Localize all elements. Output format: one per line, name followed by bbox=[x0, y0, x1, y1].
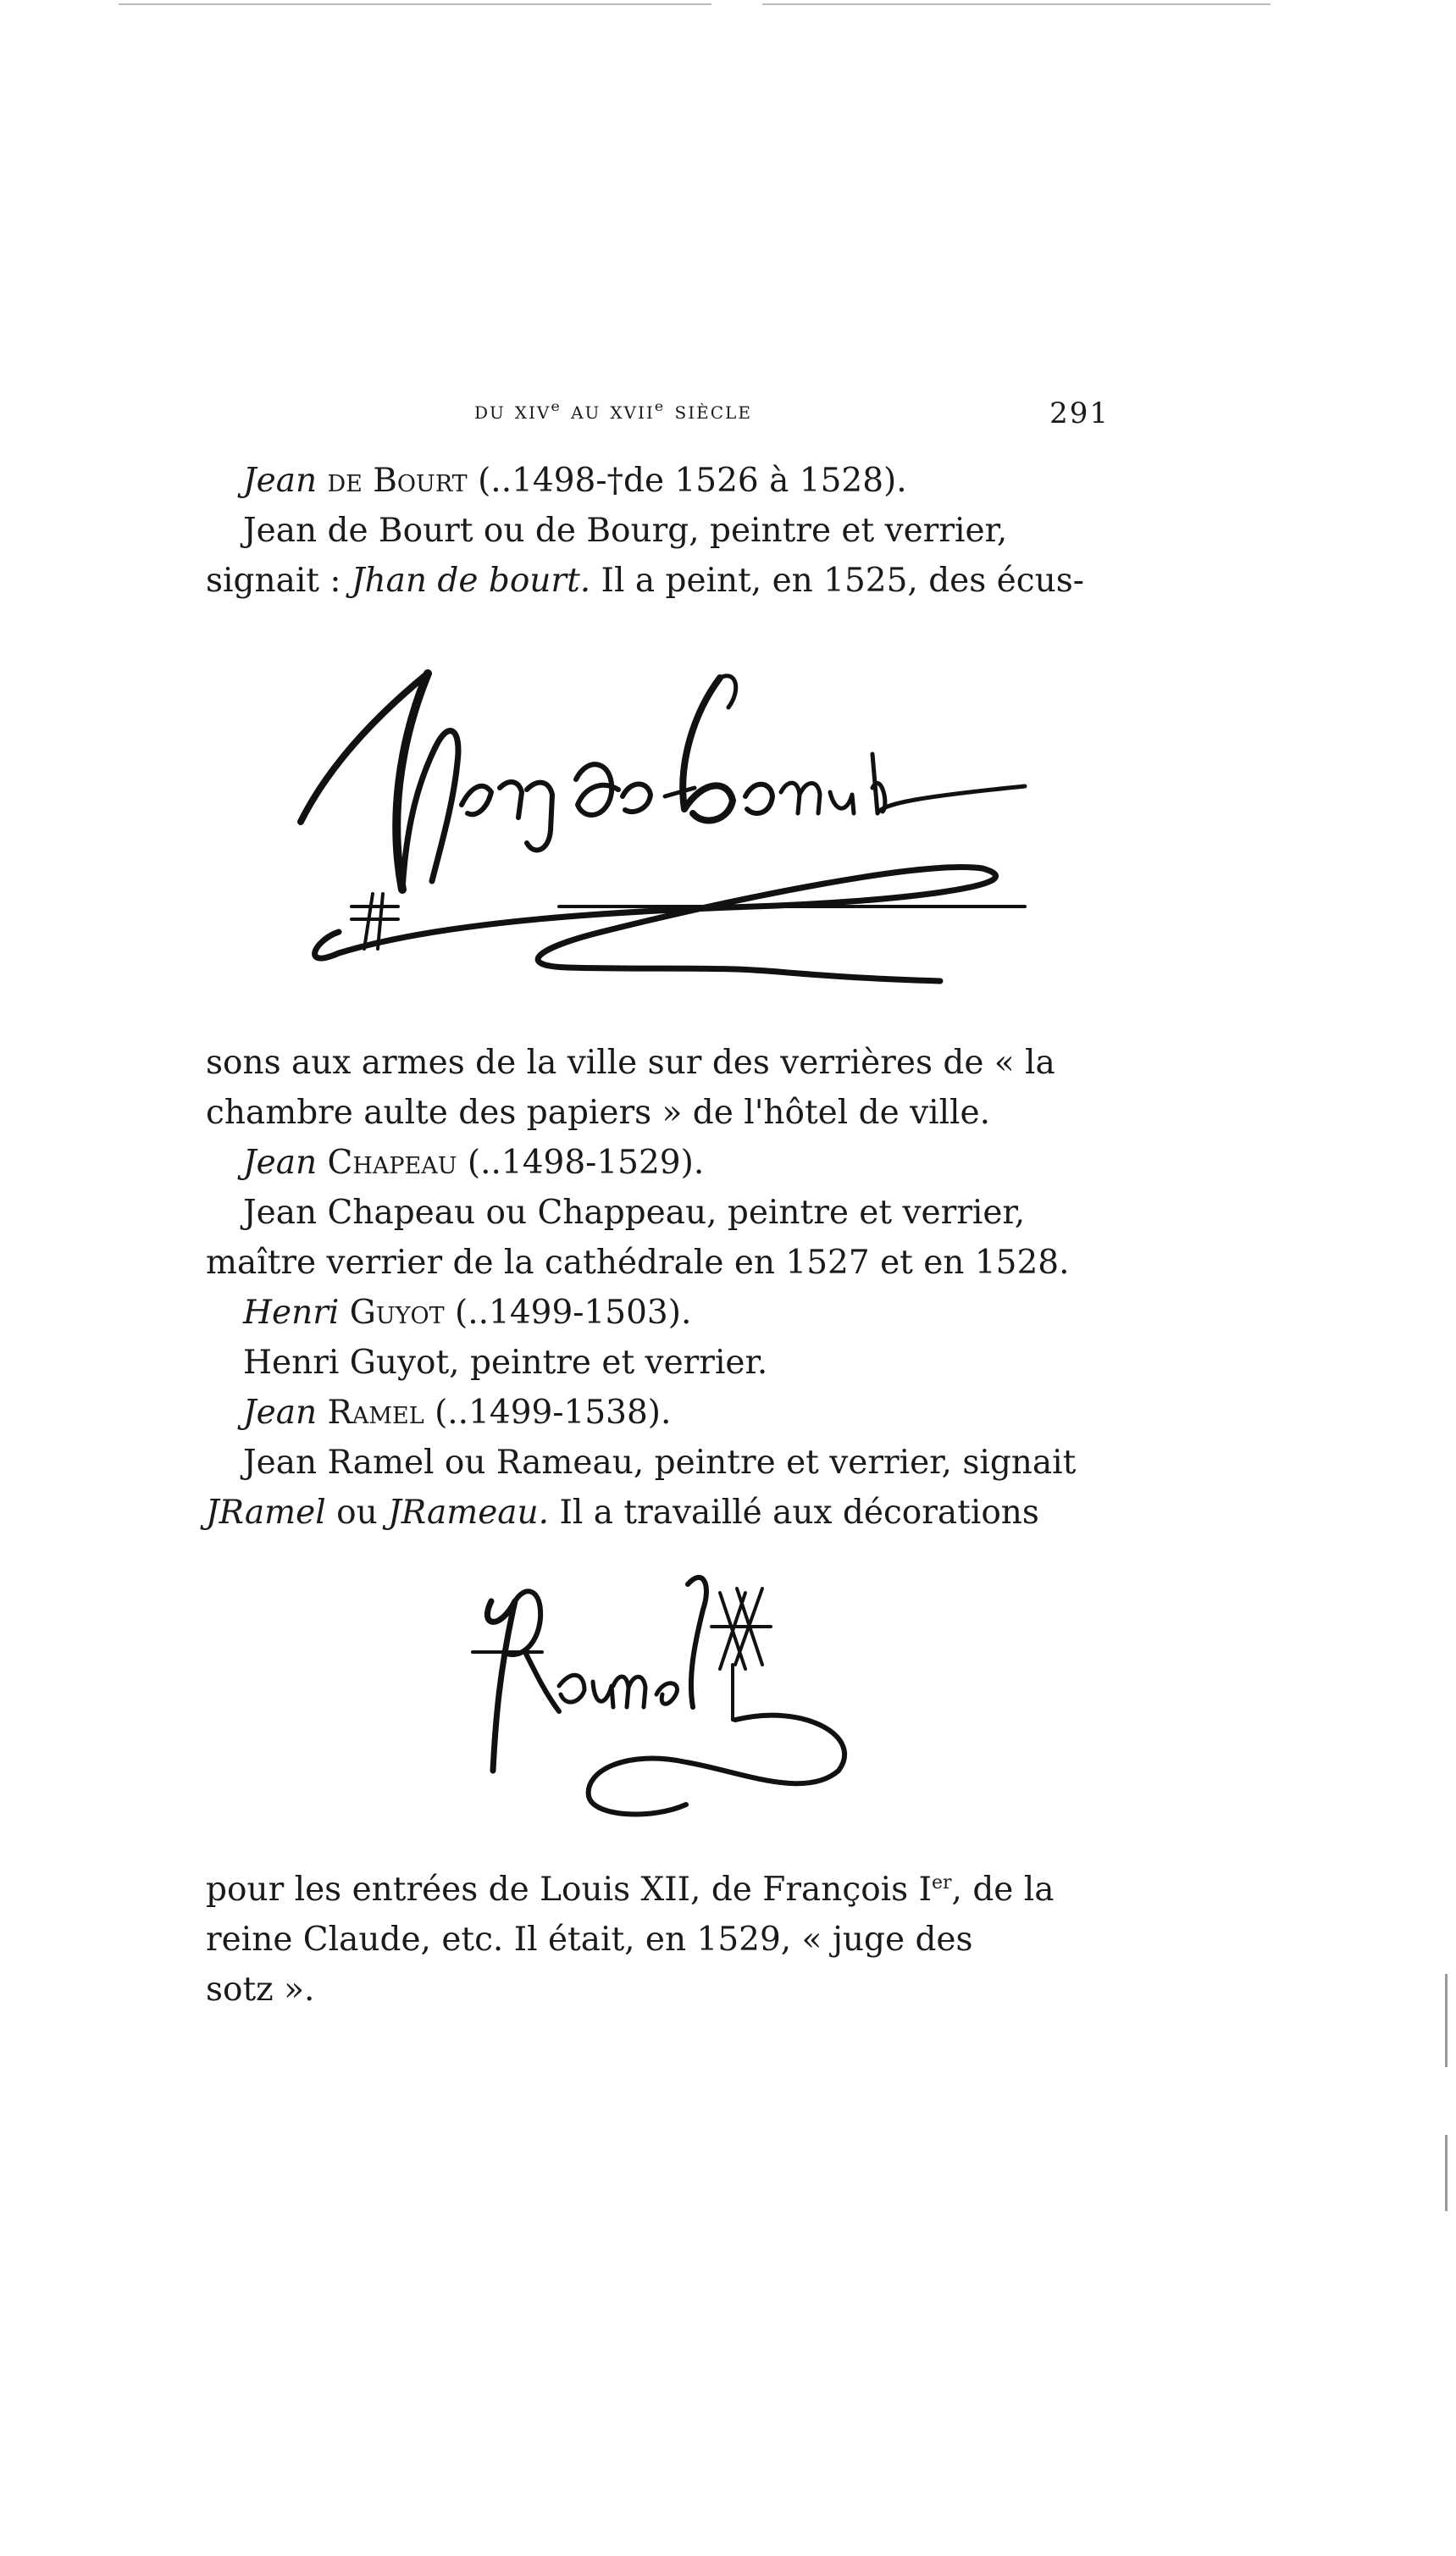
running-header bbox=[203, 396, 1110, 430]
entry-dates: (..1498-1529). bbox=[467, 1144, 705, 1182]
given-name: Jean bbox=[243, 1394, 318, 1432]
entry-text: pour les entrées de Louis XII, de François Ier, de la bbox=[206, 1871, 1055, 1909]
signature-ramel bbox=[466, 1567, 864, 1821]
signature-quote: JRameau. bbox=[388, 1494, 550, 1532]
page-edge-mark bbox=[1445, 2135, 1448, 2211]
page-edge-mark bbox=[1445, 1974, 1448, 2067]
entry-text: maître verrier de la cathédrale en 1527 et en 1528. bbox=[206, 1244, 1070, 1282]
running-title: du xivᵉ au xviiᵉ siècle bbox=[474, 396, 752, 424]
entry-text: sons aux armes de la ville sur des verrières de « la bbox=[206, 1044, 1055, 1082]
entry-heading bbox=[206, 1288, 1110, 1338]
entries-block bbox=[206, 1038, 1110, 1538]
entry-dates: (..1499-1538). bbox=[435, 1394, 672, 1432]
top-edge-rule bbox=[119, 3, 711, 5]
entry-dates: (..1499-1503). bbox=[455, 1294, 692, 1332]
entry-jean-de-bourt bbox=[206, 456, 1110, 606]
given-name: Henri bbox=[243, 1294, 340, 1332]
surname: Ramel bbox=[327, 1394, 424, 1432]
entry-text: reine Claude, etc. Il était, en 1529, « juge des bbox=[206, 1921, 973, 1959]
entry-text: Jean de Bourt ou de Bourg, peintre et verrier, bbox=[243, 512, 1008, 550]
entry-text: Jean Chapeau ou Chappeau, peintre et verrier, bbox=[243, 1194, 1026, 1232]
signature-quote: Jhan de bourt. bbox=[351, 562, 591, 600]
signature-quote: JRamel bbox=[206, 1494, 326, 1532]
entry-continuation bbox=[206, 1858, 1110, 2015]
entry-heading bbox=[206, 1138, 1110, 1188]
surname: Bourt bbox=[373, 462, 468, 500]
entry-dates: (..1498-†de 1526 à 1528). bbox=[478, 462, 907, 500]
top-edge-rule bbox=[762, 3, 1271, 5]
given-name: Jean bbox=[243, 1144, 318, 1182]
entry-heading: Jean de Bourt (..1498-†de 1526 à 1528). bbox=[243, 462, 907, 500]
signature-jhan-de-bourt bbox=[280, 652, 1042, 991]
surname: Guyot bbox=[349, 1294, 445, 1332]
given-name: Jean bbox=[243, 462, 318, 500]
entry-text: Henri Guyot, peintre et verrier. bbox=[243, 1344, 768, 1382]
entry-heading bbox=[206, 1388, 1110, 1438]
entry-text: signait : Jhan de bourt. Il a peint, en 1525, des écus- bbox=[206, 562, 1084, 600]
page-number: 291 bbox=[1049, 396, 1110, 430]
entry-text: Jean Ramel ou Rameau, peintre et verrier, signait bbox=[243, 1444, 1077, 1482]
entry-text: JRamel ou JRameau. Il a travaillé aux décorations bbox=[206, 1494, 1039, 1532]
surname: Chapeau bbox=[327, 1144, 457, 1182]
entry-text: chambre aulte des papiers » de l'hôtel de ville. bbox=[206, 1094, 991, 1132]
entry-text: sotz ». bbox=[206, 1971, 315, 2009]
